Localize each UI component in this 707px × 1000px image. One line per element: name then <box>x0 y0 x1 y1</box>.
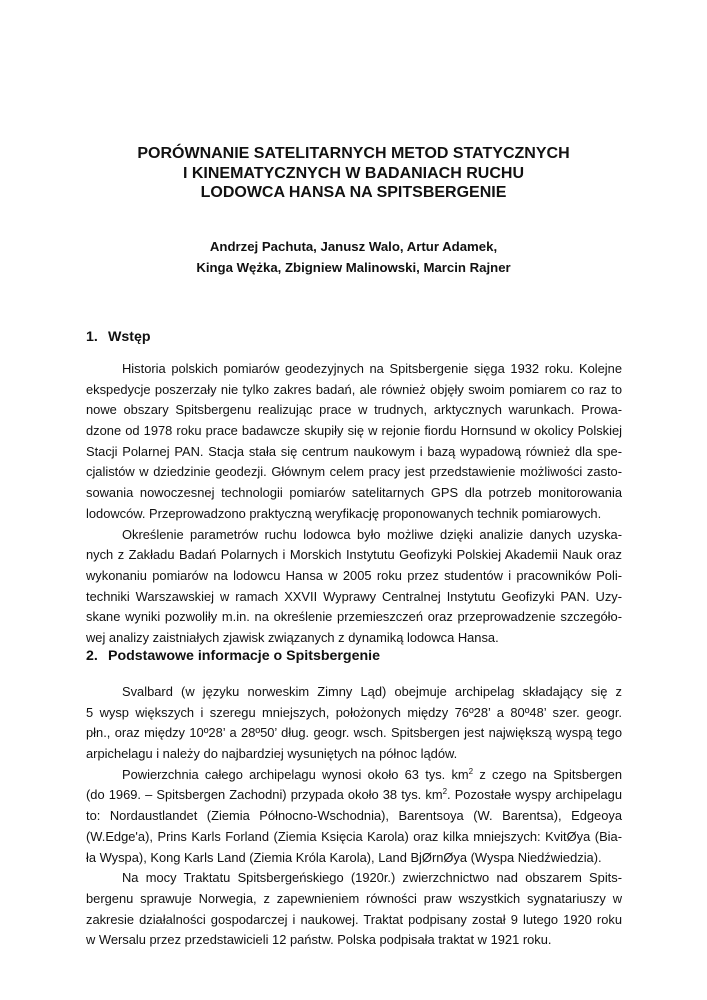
text-line: lodowców. Przeprowadzono praktyczną weryfikację proponowanych technik pomiarowych. <box>86 505 602 521</box>
section-title: Wstęp <box>108 329 151 345</box>
text-line: (W.Edge'a), Prins Karls Forland (Ziemia Księcia Karola) oraz kilka mniejszych: KvitØya (Bia- <box>86 828 622 844</box>
text-line: nowe obszary Spitsbergenu realizując prace w trudnych, arktycznych warunkach. Prowa- <box>86 402 622 418</box>
text-line: ła Wyspa), Kong Karls Land (Ziemia Króla Karola), Land BjØrnØya (Wyspa Niedźwiedzia). <box>86 849 602 865</box>
text-line: 5 wysp większych i szeregu mniejszych, położonych między 76º28’ a 80º48’ szer. geogr. <box>86 704 622 720</box>
text-segment: Powierzchnia całego archipelagu wynosi około 63 tys. km <box>122 766 469 782</box>
section-title: Podstawowe informacje o Spitsbergenie <box>108 648 380 664</box>
text-line: ekspedycje poszerzały nie tylko zakres badań, ale również objęły swoim pomiarem co raz to <box>86 381 622 397</box>
paper-title <box>60 144 647 203</box>
author-line: Kinga Wężka, Zbigniew Malinowski, Marcin Rajner <box>196 260 511 275</box>
text-line <box>86 765 622 786</box>
text-line: zakresie działalności gospodarczej i naukowej. Traktat podpisany został 9 lutego 1920 roku <box>86 911 622 927</box>
text-line: nych z Zakładu Badań Polarnych i Morskich Instytutu Geofizyki Polskiej Akademii Nauk oraz <box>86 547 622 563</box>
text-line <box>86 785 622 806</box>
text-segment: . Pozostałe wyspy archipelagu <box>447 787 622 803</box>
text-line: skane wyniki pozwoliły m.in. na określenie przemieszczeń oraz przeprowadzenie szczegóło- <box>86 609 622 625</box>
text-line: dzone od 1978 roku prace badawcze skupiły się w rejonie fiordu Hornsund w okolicy Polskiej <box>86 423 622 439</box>
title-line: PORÓWNANIE SATELITARNYCH METOD STATYCZNYCH <box>137 145 570 162</box>
author-line: Andrzej Pachuta, Janusz Walo, Artur Adamek, <box>209 239 498 254</box>
text-line: sowania nowoczesnej technologii pomiarów satelitarnych GPS dla potrzeb monitorowania <box>86 485 622 501</box>
text-line: cjalistów w dziedzinie geodezji. Głównym celem pracy jest przedstawienie możliwości zasto- <box>86 464 622 480</box>
section-heading-basic-info <box>86 647 380 665</box>
title-line: I KINEMATYCZNYCH W BADANIACH RUCHU <box>182 164 524 182</box>
section-number: 1. <box>86 329 98 345</box>
text-line: w Wersalu przez przedstawicieli 12 państw. Polska podpisała traktat w 1921 roku. <box>86 932 552 948</box>
text-line: wej analizy zaistniałych zjawisk związanych z dynamiką lodowca Hansa. <box>86 629 499 645</box>
text-segment: z czego na Spitsbergen <box>473 766 622 782</box>
text-line: płn., oraz między 10º28’ a 28º50’ dług. geogr. wsch. Spitsbergen jest największą wyspą tego <box>86 725 622 741</box>
text-line: arpichelagu i należy do najbardziej wysuniętych na północ lądów. <box>86 746 458 762</box>
section-heading-introduction <box>86 328 151 346</box>
section-number: 2. <box>86 648 98 664</box>
text-line: techniki Warszawskiej w ramach XXVII Wyprawy Centralnej Instytutu Geofizyki PAN. Uzy- <box>86 588 622 604</box>
section-body-basic-info <box>86 682 622 951</box>
superscript: 2 <box>468 766 474 776</box>
text-line: bergenu sprawuje Norwegia, z zapewnieniem równości praw wszystkich sygnatariuszy w <box>86 890 622 906</box>
text-line: Stacji Polarnej PAN. Stacja stała się centrum naukowym i bazą wypadową również dla spe- <box>86 443 622 459</box>
section-body-introduction <box>86 359 622 649</box>
text-line: Na mocy Traktatu Spitsbergeńskiego (1920r.) zwierzchnictwo nad obszarem Spits- <box>122 870 622 886</box>
superscript: 2 <box>442 787 448 797</box>
text-line: Historia polskich pomiarów geodezyjnych na Spitsbergenie sięga 1932 roku. Kolejne <box>122 361 622 376</box>
title-line: LODOWCA HANSA NA SPITSBERGENIE <box>200 184 507 201</box>
text-line: Określenie parametrów ruchu lodowca było możliwe dzięki analizie danych uzyska- <box>122 526 622 542</box>
text-segment: (do 1969. – Spitsbergen Zachodni) przypada około 38 tys. km <box>86 787 443 803</box>
text-line: to: Nordaustlandet (Ziemia Północno-Wschodnia), Barentsoya (W. Barentsa), Edgeoya <box>86 808 622 824</box>
author-list <box>60 236 647 278</box>
text-line: wykonaniu pomiarów na lodowcu Hansa w 2005 roku przez studentów i pracowników Poli- <box>86 567 622 583</box>
text-line: Svalbard (w języku norweskim Zimny Ląd) obejmuje archipelag składający się z <box>122 684 622 699</box>
